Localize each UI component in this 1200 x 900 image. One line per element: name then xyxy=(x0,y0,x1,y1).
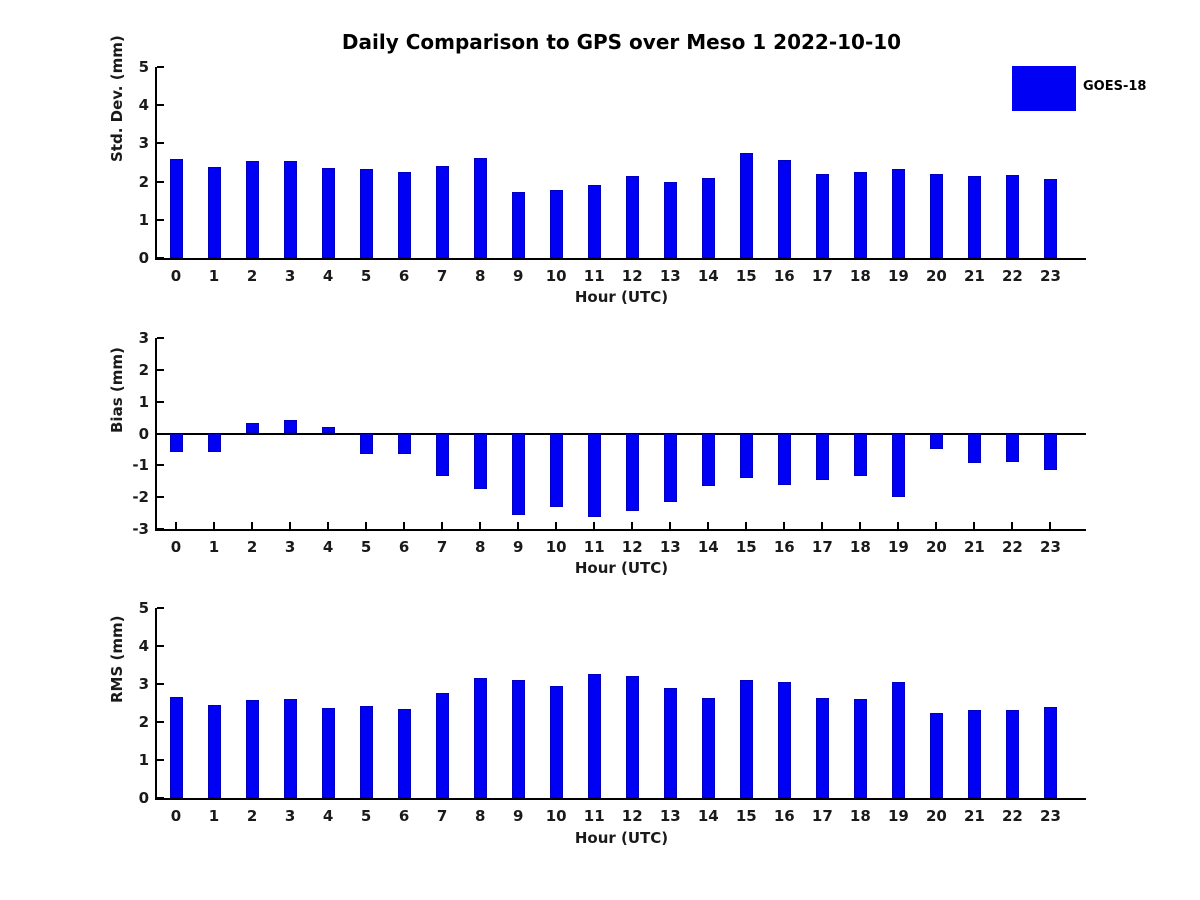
bar-hour-8 xyxy=(474,434,487,490)
x-tick-label: 18 xyxy=(849,267,871,285)
x-tick xyxy=(517,522,519,529)
y-tick xyxy=(157,401,164,403)
bar-hour-16 xyxy=(778,682,791,798)
legend-label-goes18: GOES-18 xyxy=(1083,79,1147,94)
x-tick-label: 4 xyxy=(322,538,334,556)
bar-hour-14 xyxy=(702,178,715,258)
x-tick xyxy=(859,522,861,529)
x-tick xyxy=(897,522,899,529)
bar-hour-15 xyxy=(740,434,753,479)
x-tick-label: 10 xyxy=(545,267,567,285)
x-tick-label: 17 xyxy=(811,538,833,556)
x-tick xyxy=(1011,522,1013,529)
bar-hour-21 xyxy=(968,176,981,258)
bar-hour-20 xyxy=(930,174,943,258)
bar-hour-11 xyxy=(588,185,601,258)
y-tick-label: -3 xyxy=(132,520,149,538)
bar-hour-4 xyxy=(322,427,335,433)
bar-hour-18 xyxy=(854,172,867,258)
x-tick-label: 22 xyxy=(1002,807,1023,825)
bar-hour-15 xyxy=(740,680,753,798)
x-tick xyxy=(175,522,177,529)
y-tick xyxy=(157,219,164,221)
x-axis-spine xyxy=(155,798,1086,800)
x-tick-label: 19 xyxy=(887,267,909,285)
y-axis-spine xyxy=(155,67,157,260)
x-tick-label: 15 xyxy=(735,538,757,556)
bar-hour-23 xyxy=(1044,179,1057,258)
bar-hour-11 xyxy=(588,434,601,518)
bar-hour-5 xyxy=(360,169,373,258)
x-tick-label: 4 xyxy=(322,267,334,285)
y-tick xyxy=(157,66,164,68)
x-tick-label: 17 xyxy=(811,807,833,825)
y-tick xyxy=(157,683,164,685)
x-tick-label: 5 xyxy=(360,807,372,825)
y-tick xyxy=(157,257,164,259)
y-axis-spine xyxy=(155,338,157,531)
bar-hour-10 xyxy=(550,190,563,258)
x-axis-label-std-dev: Hour (UTC) xyxy=(574,288,669,306)
y-tick xyxy=(157,181,164,183)
x-tick-label: 10 xyxy=(545,807,567,825)
x-tick-label: 3 xyxy=(284,538,296,556)
x-tick-label: 8 xyxy=(474,267,486,285)
bar-hour-2 xyxy=(246,423,259,433)
y-tick-label: 5 xyxy=(138,599,149,617)
x-tick-label: 15 xyxy=(735,267,757,285)
bar-hour-9 xyxy=(512,192,525,258)
x-tick-label: 1 xyxy=(208,538,220,556)
y-tick-label: 1 xyxy=(138,392,149,411)
chart-title: Daily Comparison to GPS over Meso 1 2022-10-10 xyxy=(341,30,902,54)
bar-hour-7 xyxy=(436,434,449,476)
x-tick-label: 12 xyxy=(621,267,643,285)
x-tick-label: 13 xyxy=(659,538,681,556)
bar-hour-20 xyxy=(930,434,943,450)
bar-hour-6 xyxy=(398,709,411,798)
bar-hour-15 xyxy=(740,153,753,258)
x-tick-label: 20 xyxy=(925,807,947,825)
x-tick-label: 0 xyxy=(170,538,182,556)
x-tick-label: 7 xyxy=(436,267,448,285)
x-tick-label: 2 xyxy=(246,538,258,556)
y-tick-label: 2 xyxy=(138,172,149,191)
x-tick xyxy=(1049,522,1051,529)
bar-hour-10 xyxy=(550,434,563,507)
y-tick-label: 1 xyxy=(138,210,149,229)
bar-hour-11 xyxy=(588,674,601,798)
bar-hour-22 xyxy=(1006,175,1019,258)
y-tick-label: -1 xyxy=(132,456,149,475)
x-tick-label: 18 xyxy=(849,807,871,825)
bar-hour-16 xyxy=(778,434,791,485)
x-tick-label: 12 xyxy=(621,807,643,825)
bar-hour-13 xyxy=(664,434,677,502)
x-tick-label: 5 xyxy=(360,267,372,285)
x-tick-label: 12 xyxy=(621,538,643,556)
x-tick xyxy=(707,522,709,529)
bar-hour-17 xyxy=(816,434,829,481)
x-tick-label: 3 xyxy=(284,267,296,285)
x-tick xyxy=(973,522,975,529)
x-tick-label: 10 xyxy=(545,538,567,556)
bar-hour-2 xyxy=(246,161,259,258)
bar-hour-23 xyxy=(1044,707,1057,798)
x-tick-label: 22 xyxy=(1002,538,1023,556)
bar-hour-2 xyxy=(246,700,259,798)
x-tick-label: 13 xyxy=(659,267,681,285)
x-tick xyxy=(251,522,253,529)
x-tick-label: 16 xyxy=(773,267,795,285)
y-tick-label: 1 xyxy=(138,751,149,769)
x-tick-label: 6 xyxy=(398,538,410,556)
x-tick-label: 20 xyxy=(925,267,947,285)
x-tick-label: 0 xyxy=(170,267,182,285)
y-tick-label: 0 xyxy=(138,249,149,267)
y-tick xyxy=(157,721,164,723)
x-tick-label: 15 xyxy=(735,807,757,825)
x-tick xyxy=(669,522,671,529)
bar-hour-18 xyxy=(854,699,867,798)
x-tick-label: 6 xyxy=(398,267,410,285)
bar-hour-5 xyxy=(360,434,373,455)
x-tick-label: 8 xyxy=(474,807,486,825)
x-tick xyxy=(213,522,215,529)
y-tick-label: 3 xyxy=(138,134,149,153)
bar-hour-12 xyxy=(626,676,639,798)
bar-hour-0 xyxy=(170,697,183,798)
y-tick xyxy=(157,496,164,498)
bar-hour-3 xyxy=(284,161,297,258)
bar-hour-0 xyxy=(170,434,183,452)
x-tick-label: 0 xyxy=(170,807,182,825)
x-tick xyxy=(631,522,633,529)
x-tick xyxy=(479,522,481,529)
y-tick-label: 2 xyxy=(138,360,149,379)
x-tick-label: 6 xyxy=(398,807,410,825)
bar-hour-14 xyxy=(702,698,715,798)
x-axis-spine xyxy=(155,529,1086,531)
x-tick-label: 23 xyxy=(1040,267,1061,285)
y-tick-label: 3 xyxy=(138,675,149,693)
bar-hour-4 xyxy=(322,708,335,798)
x-tick-label: 11 xyxy=(583,267,605,285)
x-tick-label: 19 xyxy=(887,538,909,556)
bar-hour-17 xyxy=(816,174,829,258)
y-tick-label: 5 xyxy=(138,58,149,76)
x-tick-label: 14 xyxy=(697,267,719,285)
plot-area-bias xyxy=(132,329,1086,556)
plot-area-std-dev xyxy=(138,58,1086,285)
bar-hour-3 xyxy=(284,420,297,433)
bar-hour-20 xyxy=(930,713,943,799)
x-tick-label: 16 xyxy=(773,807,795,825)
bar-hour-12 xyxy=(626,176,639,258)
bar-hour-22 xyxy=(1006,710,1019,798)
x-tick-label: 14 xyxy=(697,807,719,825)
x-axis-label-bias: Hour (UTC) xyxy=(574,559,669,577)
x-tick xyxy=(821,522,823,529)
x-tick-label: 17 xyxy=(811,267,833,285)
bar-hour-6 xyxy=(398,172,411,258)
bar-hour-10 xyxy=(550,686,563,798)
x-tick-label: 4 xyxy=(322,807,334,825)
x-tick-label: 18 xyxy=(849,538,871,556)
y-tick-label: 0 xyxy=(138,424,149,443)
bar-hour-9 xyxy=(512,434,525,515)
x-tick-label: 9 xyxy=(512,267,524,285)
x-tick xyxy=(593,522,595,529)
y-tick xyxy=(157,337,164,339)
plot-area-rms xyxy=(138,599,1086,825)
bar-hour-18 xyxy=(854,434,867,476)
figure: Daily Comparison to GPS over Meso 1 2022-10-10 GOES-18 Std. Dev. (mm) 0 1 2 3 4 5 0 1 2 3 4 5 6 7 8 9 10 11 12 13 14 15 16 17 18 19 20 21 22 23 Hour (UTC) Bias (mm) 3 2 1 0 -1 -2 -3 0 1 2 3 4 5 6 7 8 9 10 11 12 13 14 15 16 17 18 19 20 21 22 23 Hour (UTC) RMS (mm) 0 1 2 3 4 5 0 1 2 3 4 5 6 7 8 9 10 11 12 13 14 15 16 17 18 19 20 21 22 23 Hour (UTC) xyxy=(0,0,1200,900)
x-tick-label: 20 xyxy=(925,538,947,556)
x-tick-label: 14 xyxy=(697,538,719,556)
x-tick-label: 16 xyxy=(773,538,795,556)
bar-hour-21 xyxy=(968,434,981,464)
bar-hour-21 xyxy=(968,710,981,798)
y-tick-label: 4 xyxy=(138,96,149,115)
x-tick xyxy=(745,522,747,529)
bar-hour-13 xyxy=(664,182,677,258)
bar-hour-19 xyxy=(892,434,905,498)
bar-hour-8 xyxy=(474,678,487,798)
y-tick-label: 2 xyxy=(138,713,149,731)
x-tick xyxy=(403,522,405,529)
x-tick xyxy=(935,522,937,529)
x-tick-label: 2 xyxy=(246,267,258,285)
x-tick xyxy=(441,522,443,529)
y-tick-label: -2 xyxy=(132,488,149,507)
x-tick-label: 3 xyxy=(284,807,296,825)
bar-hour-0 xyxy=(170,159,183,258)
y-tick xyxy=(157,142,164,144)
bar-hour-6 xyxy=(398,434,411,454)
bar-hour-7 xyxy=(436,166,449,258)
bar-hour-1 xyxy=(208,167,221,258)
y-tick xyxy=(157,528,164,530)
bar-hour-14 xyxy=(702,434,715,487)
bar-hour-22 xyxy=(1006,434,1019,462)
bar-hour-12 xyxy=(626,434,639,511)
bar-hour-19 xyxy=(892,169,905,258)
bar-hour-16 xyxy=(778,160,791,258)
bar-hour-1 xyxy=(208,705,221,798)
x-tick xyxy=(365,522,367,529)
y-tick xyxy=(157,607,164,609)
x-tick xyxy=(555,522,557,529)
y-tick xyxy=(157,797,164,799)
y-tick xyxy=(157,759,164,761)
x-tick-label: 22 xyxy=(1002,267,1023,285)
bar-hour-3 xyxy=(284,699,297,798)
y-tick-label: 3 xyxy=(138,329,149,347)
x-tick-label: 11 xyxy=(583,538,605,556)
x-tick-label: 5 xyxy=(360,538,372,556)
bar-hour-1 xyxy=(208,434,221,452)
bar-hour-8 xyxy=(474,158,487,258)
x-tick-label: 19 xyxy=(887,807,909,825)
bar-hour-4 xyxy=(322,168,335,258)
y-tick-label: 4 xyxy=(138,637,149,655)
y-tick-label: 0 xyxy=(138,789,149,807)
x-tick xyxy=(289,522,291,529)
x-axis-label-rms: Hour (UTC) xyxy=(574,829,669,847)
x-tick-label: 9 xyxy=(512,807,524,825)
x-tick-label: 23 xyxy=(1040,538,1061,556)
x-tick-label: 8 xyxy=(474,538,486,556)
bar-hour-23 xyxy=(1044,434,1057,471)
x-axis-spine xyxy=(155,258,1086,260)
x-tick-label: 21 xyxy=(963,807,985,825)
y-tick xyxy=(157,104,164,106)
x-tick-label: 21 xyxy=(963,267,985,285)
bar-hour-7 xyxy=(436,693,449,798)
x-tick-label: 21 xyxy=(963,538,985,556)
x-tick xyxy=(327,522,329,529)
bar-hour-5 xyxy=(360,706,373,798)
x-tick-label: 7 xyxy=(436,538,448,556)
x-tick-label: 2 xyxy=(246,807,258,825)
x-tick-label: 7 xyxy=(436,807,448,825)
x-tick-label: 9 xyxy=(512,538,524,556)
bar-hour-13 xyxy=(664,688,677,798)
x-tick xyxy=(783,522,785,529)
x-tick-label: 1 xyxy=(208,807,220,825)
bar-hour-19 xyxy=(892,682,905,798)
x-tick-label: 11 xyxy=(583,807,605,825)
y-axis-spine xyxy=(155,608,157,800)
y-tick xyxy=(157,369,164,371)
x-tick-label: 1 xyxy=(208,267,220,285)
y-tick xyxy=(157,464,164,466)
bar-hour-17 xyxy=(816,698,829,798)
x-tick-label: 23 xyxy=(1040,807,1061,825)
x-tick-label: 13 xyxy=(659,807,681,825)
y-tick xyxy=(157,645,164,647)
bar-hour-9 xyxy=(512,680,525,798)
